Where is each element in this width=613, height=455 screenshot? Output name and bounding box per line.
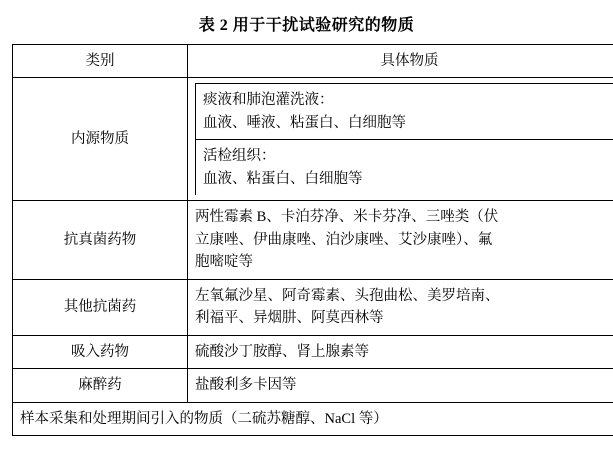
substance-line: 左氧氟沙星、阿奇霉素、头孢曲松、美罗培南、 xyxy=(195,287,500,304)
substance-line: 盐酸利多卡因等 xyxy=(195,377,297,394)
endogenous-subgroups xyxy=(195,83,613,195)
header-category: 类别 xyxy=(13,45,188,78)
row-substance-other-antibacterial xyxy=(188,279,613,335)
substance-line: 硫酸沙丁胺醇、肾上腺素等 xyxy=(195,343,369,360)
row-category-inhaled: 吸入药物 xyxy=(13,335,188,368)
subgroup-row xyxy=(196,84,613,140)
substance-line: 两性霉素 B、卡泊芬净、米卡芬净、三唑类（伏 xyxy=(195,209,499,226)
table-caption-text: 表 2 用于干扰试验研究的物质 xyxy=(198,17,415,34)
subgroup-detail: 血液、唾液、粘蛋白、白细胞等 xyxy=(203,114,406,131)
table-row xyxy=(13,279,613,335)
table-caption xyxy=(12,12,601,35)
subgroup-title: 活检组织： xyxy=(203,148,276,165)
row-category-antifungal: 抗真菌药物 xyxy=(13,201,188,279)
row-substance-endogenous xyxy=(188,78,613,201)
table-row xyxy=(13,335,613,368)
footer-note: 样本采集和处理期间引入的物质（二硫苏糖醇、NaCl 等） xyxy=(13,402,613,435)
row-substance-antifungal xyxy=(188,201,613,279)
row-category-endogenous: 内源物质 xyxy=(13,78,188,201)
interference-substances-table xyxy=(12,44,613,436)
table-row xyxy=(13,369,613,402)
subgroup-sputum xyxy=(196,84,613,140)
row-substance-anesthetic xyxy=(188,369,613,402)
header-substance: 具体物质 xyxy=(188,45,613,78)
table-footer-row xyxy=(13,402,613,435)
row-substance-inhaled xyxy=(188,335,613,368)
substance-line: 利福平、异烟肼、阿莫西林等 xyxy=(195,310,384,327)
substance-line: 胞嘧啶等 xyxy=(195,254,253,271)
substance-line: 立康唑、伊曲康唑、泊沙康唑、艾沙康唑）、氟 xyxy=(195,231,493,248)
table-header-row xyxy=(13,45,613,78)
row-category-anesthetic: 麻醉药 xyxy=(13,369,188,402)
table-row xyxy=(13,201,613,279)
subgroup-detail: 血液、粘蛋白、白细胞等 xyxy=(203,170,363,187)
table-row xyxy=(13,78,613,201)
row-category-other-antibacterial: 其他抗菌药 xyxy=(13,279,188,335)
subgroup-title: 痰液和肺泡灌洗液： xyxy=(203,92,334,109)
subgroup-row xyxy=(196,140,613,195)
subgroup-biopsy xyxy=(196,140,613,195)
